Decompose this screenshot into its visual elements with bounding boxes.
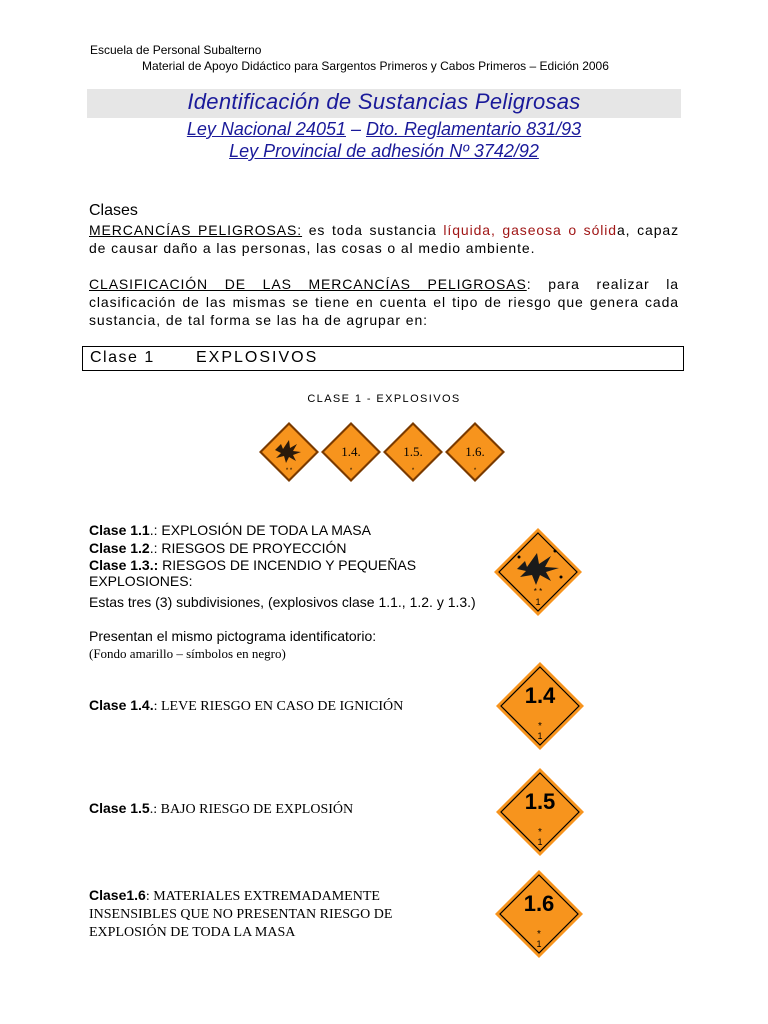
law-dash: – (345, 119, 366, 139)
placard-1-6 (494, 869, 584, 959)
placard-1-5-star: * (538, 827, 542, 838)
small-placard-explosion (259, 422, 319, 482)
placard-1-4-star: * (538, 721, 542, 732)
classification-term: CLASIFICACIÓN DE LAS MERCANCÍAS PELIGROSAS (89, 276, 527, 292)
definition-text-b: a, capaz de causar daño a las personas, las cosas o al medio ambiente. (89, 222, 679, 256)
definition-highlight: líquida, gaseosa o sólid (443, 222, 617, 238)
item-clase-1-2 (89, 540, 347, 556)
definition-paragraph (89, 221, 679, 257)
placard-explosion-1-1 (493, 527, 583, 617)
small-placard-1-4-label: 1.4. (341, 444, 361, 459)
clase-1-1-label: Clase 1.1 (89, 522, 150, 538)
item-clase-1-3 (89, 557, 459, 589)
small-placard-1-5-label: 1.5. (403, 444, 423, 459)
ley-nacional-link[interactable]: Ley Nacional 24051 (186, 119, 346, 139)
placards-caption: CLASE 1 - EXPLOSIVOS (307, 393, 461, 405)
clase-1-4-label: Clase 1.4. (89, 697, 154, 713)
clase-1-6-text: : MATERIALES EXTREMADAMENTE INSENSIBLES QUE NO PRESENTAN RIESGO DE EXPLOSIÓN DE TODA LA MASA (89, 889, 393, 940)
svg-text:*: * (411, 468, 415, 474)
small-placard-1-6 (445, 422, 505, 482)
color-note: (Fondo amarillo – símbolos en negro) (89, 646, 286, 661)
svg-text:*: * (349, 468, 353, 474)
item-clase-1-4 (89, 697, 403, 715)
small-placard-1-4 (321, 422, 381, 482)
placard-1-6-star: * (537, 929, 541, 940)
item-clase-1-5 (89, 800, 353, 818)
law-line-2 (87, 141, 681, 162)
subdivisions-note: Estas tres (3) subdivisiones, (explosivos clase 1.1., 1.2. y 1.3.) (89, 594, 476, 610)
clase-1-5-text: .: BAJO RIESGO DE EXPLOSIÓN (149, 802, 354, 817)
class-bar-name: EXPLOSIVOS (196, 349, 319, 366)
item-clase-1-6 (89, 887, 434, 941)
law-line-1 (87, 119, 681, 140)
clase-1-6-label: Clase1.6 (89, 887, 146, 903)
clase-1-4-text: : LEVE RIESGO EN CASO DE IGNICIÓN (153, 699, 404, 714)
class-bar (82, 346, 684, 371)
clase-1-2-text: .: RIESGOS DE PROYECCIÓN (149, 540, 347, 556)
svg-text:* *: * * (285, 468, 293, 474)
clase-1-5-label: Clase 1.5 (89, 800, 150, 816)
placard-1-6-digit: 1 (536, 939, 542, 949)
placard-1-4 (495, 661, 585, 751)
small-placard-1-6-label: 1.6. (465, 444, 485, 459)
placard-1-4-digit: 1 (537, 731, 543, 741)
definition-text-a: es toda sustancia (302, 222, 444, 238)
clase-1-3-text: RIESGOS DE INCENDIO Y PEQUEÑAS EXPLOSIONES: (89, 557, 417, 589)
clase-1-3-label: Clase 1.3.: (89, 557, 159, 573)
class-bar-label: Clase 1 (90, 349, 155, 366)
placard-1-4-label: 1.4 (524, 683, 556, 708)
header-material: Material de Apoyo Didáctico para Sargentos Primeros y Cabos Primeros – Edición 2006 (142, 59, 609, 73)
small-placards-row (257, 420, 507, 484)
placard-1-5 (495, 767, 585, 857)
clase-1-2-label: Clase 1.2 (89, 540, 150, 556)
definition-term: MERCANCÍAS PELIGROSAS: (89, 222, 303, 238)
pictogram-note: Presentan el mismo pictograma identificatorio: (89, 628, 377, 644)
placard-explosion-class-digit: 1 (535, 597, 541, 607)
placard-1-5-label: 1.5 (524, 789, 556, 814)
small-placard-1-5 (383, 422, 443, 482)
header-school: Escuela de Personal Subalterno (90, 43, 262, 57)
svg-text:* *: * * (533, 587, 543, 596)
classification-paragraph (89, 275, 679, 329)
classification-text: : para realizar la clasificación de las mismas se tiene en cuenta el tipo de riesgo que genera cada sustancia, de tal forma se las ha de agrupar en: (89, 276, 679, 328)
clase-1-1-text: .: EXPLOSIÓN DE TODA LA MASA (149, 522, 371, 538)
item-clase-1-1 (89, 522, 371, 538)
clases-heading: Clases (89, 202, 138, 219)
ley-provincial-link[interactable]: Ley Provincial de adhesión Nº 3742/92 (229, 141, 539, 161)
placard-1-6-label: 1.6 (523, 891, 555, 916)
page-title: Identificación de Sustancias Peligrosas (187, 89, 581, 114)
svg-text:*: * (473, 468, 477, 474)
decreto-link[interactable]: Dto. Reglamentario 831/93 (366, 119, 582, 139)
placard-1-5-digit: 1 (537, 837, 543, 847)
